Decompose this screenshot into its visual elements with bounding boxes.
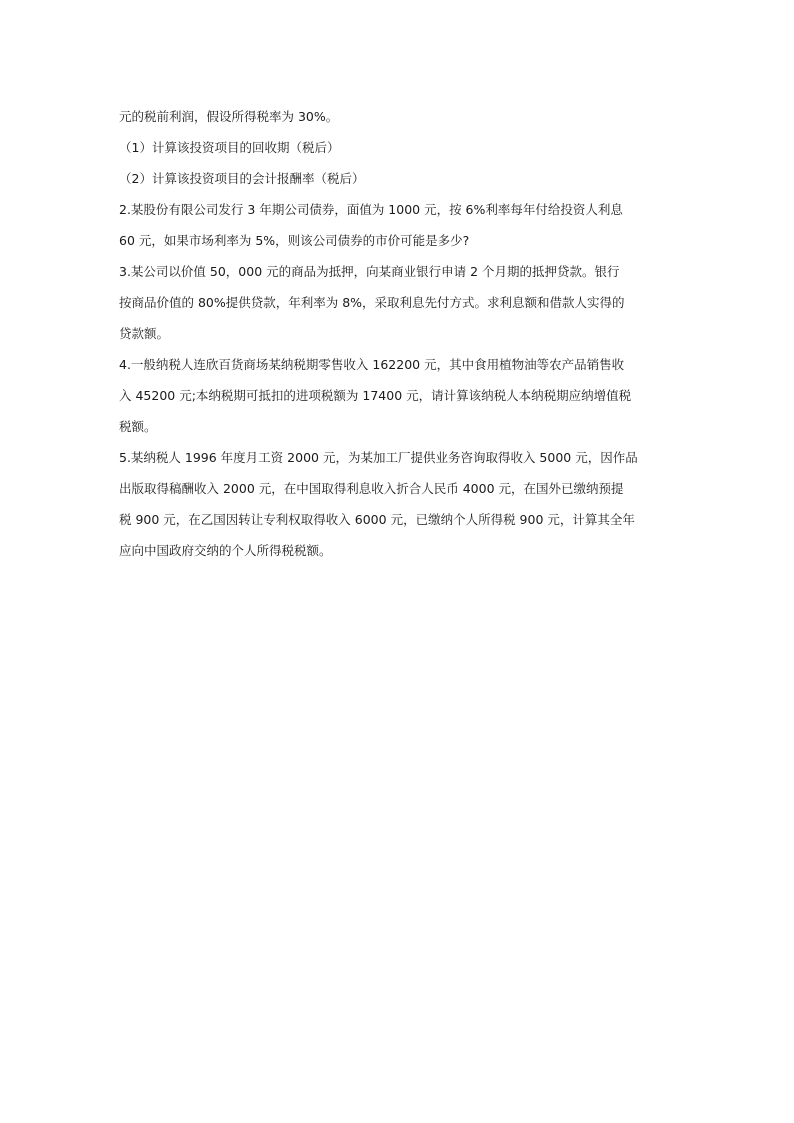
text-line: 5.某纳税人 1996 年度月工资 2000 元，为某加工厂提供业务咨询取得收入 5000 元，因作品 [119, 450, 638, 465]
text-line: 4.一般纳税人连欣百货商场某纳税期零售收入 162200 元，其中食用植物油等农产品销售收 [119, 357, 625, 372]
text-line: 应向中国政府交纳的个人所得税税额。 [119, 543, 332, 558]
text-line: 元的税前利润，假设所得税率为 30%。 [119, 109, 339, 124]
text-line: 按商品价值的 80%提供贷款，年利率为 8%，采取利息先付方式。求利息额和借款人实得的 [119, 295, 625, 310]
text-line: 税 900 元，在乙国因转让专利权取得收入 6000 元，已缴纳个人所得税 900 元，计算其全年 [119, 512, 635, 527]
document-body [119, 101, 677, 566]
text-line: 贷款额。 [119, 326, 170, 341]
text-line: 60 元，如果市场利率为 5%，则该公司债券的市价可能是多少? [119, 233, 470, 248]
text-line: 入 45200 元;本纳税期可抵扣的进项税额为 17400 元，请计算该纳税人本纳税期应纳增值税 [119, 388, 632, 403]
text-line: 税额。 [119, 419, 157, 434]
text-line: 出版取得稿酬收入 2000 元，在中国取得利息收入折合人民币 4000 元，在国外已缴纳预提 [119, 481, 624, 496]
text-line: 3.某公司以价值 50，000 元的商品为抵押，向某商业银行申请 2 个月期的抵押贷款。银行 [119, 264, 620, 279]
text-line: 2.某股份有限公司发行 3 年期公司债券，面值为 1000 元，按 6%利率每年付给投资人利息 [119, 202, 623, 217]
text-line: （1）计算该投资项目的回收期（税后） [119, 140, 340, 155]
text-line: （2）计算该投资项目的会计报酬率（税后） [119, 171, 365, 186]
